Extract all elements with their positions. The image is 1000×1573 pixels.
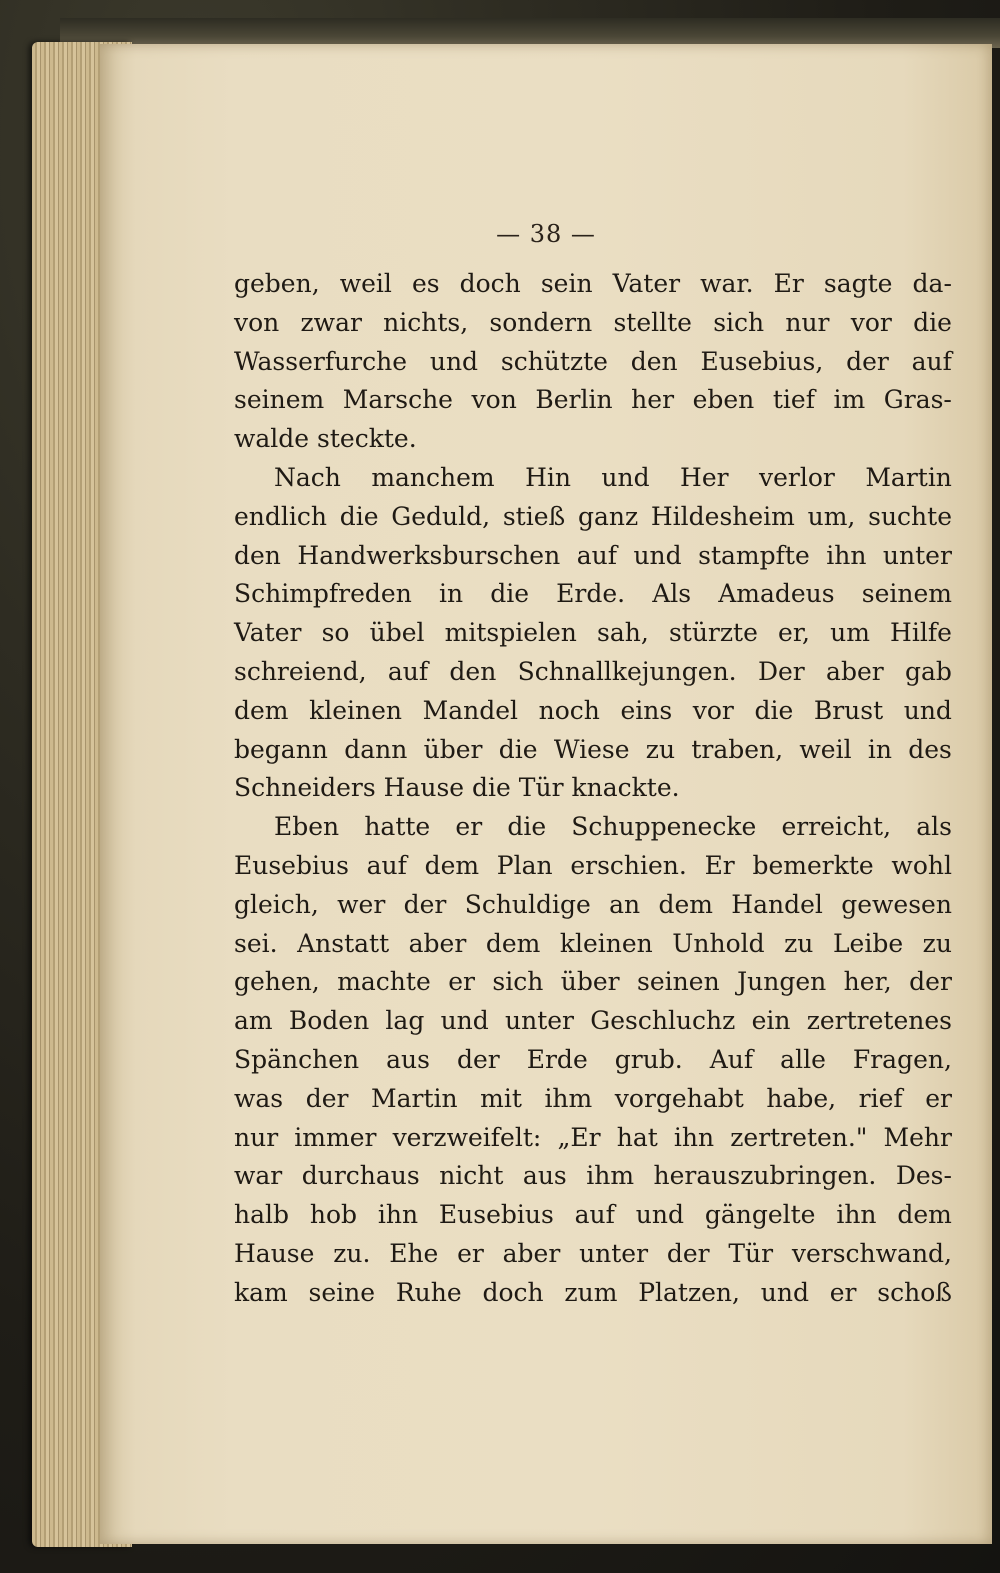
word: verzweifelt: bbox=[392, 1122, 542, 1152]
word: Schneiders bbox=[234, 773, 384, 803]
word: und bbox=[760, 1277, 809, 1307]
word: schützte bbox=[500, 346, 608, 376]
word: ihm bbox=[586, 1161, 635, 1191]
word: Schimpfreden bbox=[234, 579, 412, 609]
word: in bbox=[438, 579, 464, 609]
word: und bbox=[440, 1006, 489, 1036]
word: gängelte bbox=[704, 1200, 816, 1230]
word: eins bbox=[620, 695, 673, 725]
word: der bbox=[909, 967, 952, 997]
word: Jungen bbox=[737, 967, 827, 997]
word: er bbox=[455, 812, 483, 842]
word: in bbox=[867, 734, 892, 764]
word: Martin bbox=[370, 1083, 458, 1113]
word: sich bbox=[492, 967, 544, 997]
word: Schuppenecke bbox=[571, 812, 757, 842]
word: endlich bbox=[234, 501, 327, 531]
text-line bbox=[234, 265, 952, 304]
word: Ruhe bbox=[395, 1277, 462, 1307]
word: war. bbox=[700, 269, 754, 298]
word: der bbox=[846, 346, 889, 376]
word: aber bbox=[826, 656, 884, 686]
text-line bbox=[234, 498, 952, 537]
word: stürzte bbox=[668, 618, 758, 648]
word: so bbox=[321, 618, 350, 648]
word: Wiese bbox=[553, 734, 630, 764]
word: dem bbox=[897, 1200, 952, 1230]
text-line bbox=[234, 381, 952, 420]
word: Er bbox=[704, 850, 735, 880]
word: begann bbox=[234, 734, 328, 764]
word: walde bbox=[234, 424, 318, 454]
word: Er bbox=[773, 269, 804, 298]
word: Geduld, bbox=[391, 501, 491, 531]
word: die bbox=[754, 695, 794, 725]
word: Handel bbox=[731, 889, 823, 919]
word: zu. bbox=[333, 1238, 371, 1268]
word: sondern bbox=[489, 307, 593, 337]
text-line bbox=[234, 692, 952, 731]
word: machte bbox=[337, 967, 431, 997]
word: er bbox=[829, 1277, 857, 1307]
text-line bbox=[234, 1196, 952, 1235]
body-text bbox=[234, 265, 952, 1313]
word: ihn bbox=[826, 540, 867, 570]
word: die bbox=[913, 307, 952, 337]
word: suchte bbox=[868, 501, 952, 531]
word: Als bbox=[652, 579, 692, 609]
word: kam bbox=[234, 1277, 288, 1307]
word: nichts, bbox=[383, 307, 469, 337]
word: grub. bbox=[614, 1044, 683, 1074]
word: den bbox=[630, 346, 678, 376]
word: aber bbox=[502, 1238, 561, 1268]
word: aus bbox=[386, 1044, 430, 1074]
word: Eusebius bbox=[234, 850, 349, 880]
word: gehen, bbox=[234, 967, 320, 997]
word: sah, bbox=[597, 618, 649, 648]
word: Geschluchz bbox=[590, 1006, 736, 1036]
word: Plan bbox=[496, 850, 553, 880]
word: der bbox=[456, 1044, 500, 1074]
word: geben, bbox=[234, 269, 320, 298]
word: die bbox=[498, 734, 538, 764]
word: sich bbox=[713, 307, 765, 337]
word: Eben bbox=[274, 812, 340, 842]
word: dem bbox=[658, 889, 713, 919]
word: Mandel bbox=[422, 695, 519, 725]
word: über bbox=[560, 967, 620, 997]
word: Tür bbox=[728, 1238, 774, 1268]
word: zu bbox=[784, 928, 814, 958]
word: ihn bbox=[836, 1200, 877, 1230]
word: die bbox=[472, 773, 519, 803]
word: um bbox=[830, 618, 870, 648]
word: habe, bbox=[766, 1083, 837, 1113]
word: an bbox=[609, 889, 641, 919]
word: Hause bbox=[234, 1238, 315, 1268]
word: die bbox=[507, 812, 547, 842]
word: Brust bbox=[813, 695, 884, 725]
text-line bbox=[234, 459, 952, 498]
word: Vater bbox=[612, 269, 681, 298]
word: Platzen, bbox=[638, 1277, 740, 1307]
word: erschien. bbox=[570, 850, 687, 880]
word: sein bbox=[540, 269, 593, 298]
text-line bbox=[234, 343, 952, 382]
word: und bbox=[635, 1200, 684, 1230]
word: zum bbox=[564, 1277, 618, 1307]
word: tief bbox=[772, 385, 815, 415]
text-line bbox=[234, 1119, 952, 1158]
word: Mehr bbox=[883, 1122, 952, 1152]
word: unter bbox=[505, 1006, 575, 1036]
word: da- bbox=[912, 269, 952, 298]
word: „Er bbox=[557, 1122, 601, 1152]
word: Boden bbox=[288, 1006, 370, 1036]
text-line bbox=[234, 808, 952, 847]
word: auf bbox=[911, 346, 952, 376]
text-line bbox=[234, 304, 952, 343]
word: noch bbox=[538, 695, 600, 725]
word: war bbox=[234, 1161, 283, 1191]
word: übel bbox=[369, 618, 425, 648]
word: des bbox=[908, 734, 952, 764]
word: sei. bbox=[234, 928, 278, 958]
word: doch bbox=[482, 1277, 544, 1307]
word: der bbox=[305, 1083, 349, 1113]
text-line bbox=[234, 1235, 952, 1274]
word: halb bbox=[234, 1200, 290, 1230]
word: dem bbox=[234, 695, 289, 725]
word: und bbox=[633, 540, 682, 570]
word: schoß bbox=[877, 1277, 952, 1307]
word: Hause bbox=[383, 773, 473, 803]
word: kleinen bbox=[309, 695, 403, 725]
word: seinen bbox=[637, 967, 720, 997]
word: Martin bbox=[865, 462, 952, 492]
word: alle bbox=[780, 1044, 826, 1074]
word: doch bbox=[459, 269, 521, 298]
text-line bbox=[234, 1080, 952, 1119]
word: Des- bbox=[895, 1161, 952, 1191]
word: von bbox=[234, 307, 280, 337]
word: Schnallkejungen. bbox=[517, 656, 737, 686]
word: hatte bbox=[364, 812, 431, 842]
word: von bbox=[471, 385, 517, 415]
word: Nach bbox=[274, 462, 341, 492]
word: rief bbox=[858, 1083, 903, 1113]
word: manchem bbox=[371, 462, 495, 492]
text-line bbox=[234, 653, 952, 692]
word: Marsche bbox=[342, 385, 453, 415]
word: vor bbox=[850, 307, 892, 337]
word: erreicht, bbox=[781, 812, 892, 842]
word: Erde bbox=[526, 1044, 588, 1074]
word: knackte. bbox=[571, 773, 680, 803]
text-line bbox=[234, 731, 952, 770]
word: im bbox=[833, 385, 866, 415]
word: ihn bbox=[673, 1122, 715, 1152]
word: er bbox=[457, 1238, 484, 1268]
word: lag bbox=[385, 1006, 425, 1036]
word: den bbox=[234, 540, 281, 570]
word: und bbox=[429, 346, 479, 376]
word: gab bbox=[905, 656, 952, 686]
text-line bbox=[234, 537, 952, 576]
word: Spänchen bbox=[234, 1044, 360, 1074]
word: herauszubringen. bbox=[653, 1161, 877, 1191]
word: er bbox=[925, 1083, 952, 1113]
text-line bbox=[234, 769, 952, 808]
word: Anstatt bbox=[297, 928, 390, 958]
word: er, bbox=[778, 618, 810, 648]
word: gewesen bbox=[841, 889, 952, 919]
word: Eusebius, bbox=[700, 346, 824, 376]
word: her, bbox=[843, 967, 892, 997]
page-number: — 38 — bbox=[496, 220, 596, 248]
word: wer bbox=[337, 889, 386, 919]
word: stampfte bbox=[698, 540, 810, 570]
word: die bbox=[339, 501, 379, 531]
word: verlor bbox=[759, 462, 835, 492]
word: den bbox=[449, 656, 497, 686]
word: nur bbox=[785, 307, 830, 337]
word: bemerkte bbox=[752, 850, 874, 880]
word: über bbox=[423, 734, 483, 764]
word: Schuldige bbox=[464, 889, 591, 919]
word: und bbox=[601, 462, 650, 492]
text-line bbox=[234, 614, 952, 653]
text-line bbox=[234, 575, 952, 614]
word: als bbox=[916, 812, 952, 842]
text-line bbox=[234, 1041, 952, 1080]
word: hob bbox=[309, 1200, 358, 1230]
word: auf bbox=[366, 850, 407, 880]
word: traben, bbox=[691, 734, 784, 764]
word: zertretenes bbox=[806, 1006, 952, 1036]
word: er bbox=[448, 967, 475, 997]
word: zu bbox=[645, 734, 676, 764]
word: und bbox=[903, 695, 952, 725]
word: weil bbox=[339, 269, 392, 298]
word: ganz bbox=[577, 501, 639, 531]
word: Auf bbox=[709, 1044, 754, 1074]
text-line bbox=[234, 925, 952, 964]
word: die bbox=[490, 579, 529, 609]
text-line bbox=[234, 847, 952, 886]
word: unter bbox=[882, 540, 952, 570]
word: Vater bbox=[234, 618, 302, 648]
word: immer bbox=[294, 1122, 377, 1152]
word: Hin bbox=[525, 462, 571, 492]
word: aus bbox=[522, 1161, 567, 1191]
word: hat bbox=[616, 1122, 658, 1152]
word: auf bbox=[387, 656, 429, 686]
word: Leibe bbox=[832, 928, 904, 958]
word: stieß bbox=[502, 501, 566, 531]
word: unter bbox=[579, 1238, 649, 1268]
text-line bbox=[234, 886, 952, 925]
word: durchaus bbox=[301, 1161, 420, 1191]
word: der bbox=[403, 889, 447, 919]
word: es bbox=[411, 269, 440, 298]
word: was bbox=[234, 1083, 284, 1113]
word: der bbox=[666, 1238, 710, 1268]
word: Ehe bbox=[389, 1238, 439, 1268]
word: seine bbox=[308, 1277, 376, 1307]
word: stellte bbox=[613, 307, 692, 337]
word: Berlin bbox=[535, 385, 613, 415]
word: Wasserfurche bbox=[234, 346, 408, 376]
word: her bbox=[631, 385, 675, 415]
word: dem bbox=[485, 928, 541, 958]
word: seinem bbox=[234, 385, 325, 415]
word: steckte. bbox=[317, 424, 417, 454]
word: ihn bbox=[377, 1200, 419, 1230]
word: sagte bbox=[823, 269, 893, 298]
word: Amadeus bbox=[718, 579, 835, 609]
word: dem bbox=[424, 850, 480, 880]
word: zertreten." bbox=[730, 1122, 868, 1152]
text-line bbox=[234, 420, 952, 459]
word: Handwerksburschen bbox=[297, 540, 561, 570]
word: Fragen, bbox=[852, 1044, 952, 1074]
word: ihm bbox=[544, 1083, 593, 1113]
text-line bbox=[234, 1157, 952, 1196]
word: Her bbox=[680, 462, 729, 492]
word: dann bbox=[344, 734, 408, 764]
word: eben bbox=[692, 385, 755, 415]
word: Unhold bbox=[672, 928, 765, 958]
word: Erde. bbox=[556, 579, 626, 609]
word: auf bbox=[574, 1200, 615, 1230]
word: seinem bbox=[861, 579, 952, 609]
word: zwar bbox=[300, 307, 362, 337]
word: mit bbox=[480, 1083, 522, 1113]
text-line bbox=[234, 963, 952, 1002]
word: schreiend, bbox=[234, 656, 367, 686]
word: nicht bbox=[439, 1161, 504, 1191]
word: zu bbox=[922, 928, 952, 958]
text-line bbox=[234, 1274, 952, 1313]
word: vorgehabt bbox=[614, 1083, 744, 1113]
word: um, bbox=[807, 501, 856, 531]
word: mitspielen bbox=[444, 618, 577, 648]
word: Eusebius bbox=[438, 1200, 554, 1230]
word: verschwand, bbox=[791, 1238, 952, 1268]
word: ein bbox=[751, 1006, 791, 1036]
word: am bbox=[234, 1006, 273, 1036]
word: Der bbox=[757, 656, 805, 686]
word: auf bbox=[576, 540, 617, 570]
word: kleinen bbox=[559, 928, 653, 958]
word: vor bbox=[692, 695, 734, 725]
word: Hildesheim bbox=[650, 501, 795, 531]
word: weil bbox=[799, 734, 852, 764]
word: wohl bbox=[891, 850, 952, 880]
word: Tür bbox=[518, 773, 572, 803]
word: Gras- bbox=[883, 385, 952, 415]
word: Hilfe bbox=[890, 618, 952, 648]
word: nur bbox=[234, 1122, 279, 1152]
word: aber bbox=[408, 928, 467, 958]
text-line bbox=[234, 1002, 952, 1041]
word: gleich, bbox=[234, 889, 319, 919]
